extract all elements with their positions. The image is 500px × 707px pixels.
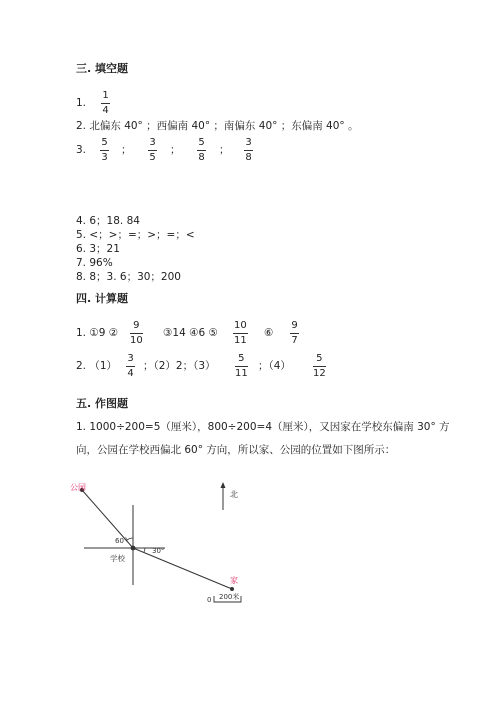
fraction-numerator: 9	[133, 320, 140, 331]
fraction-denominator: 8	[198, 152, 205, 163]
q3-3-sep-1: ；	[121, 144, 132, 156]
q3-3-fraction-4	[244, 138, 253, 163]
q3-7-text: 7. 96%	[76, 257, 113, 269]
fraction-numerator: 3	[127, 353, 134, 364]
fraction-denominator: 12	[313, 368, 326, 379]
fraction-numerator: 10	[234, 320, 247, 331]
q3-1-label: 1.	[76, 97, 87, 109]
fraction-numerator: 5	[198, 137, 205, 148]
q4-1-mid: ③14 ④6 ⑤	[163, 327, 218, 339]
q3-3-fraction-3	[197, 138, 206, 163]
fraction-denominator: 4	[102, 105, 109, 116]
q4-1-prefix: 1. ①9 ②	[76, 327, 119, 339]
home-label: 家	[230, 576, 238, 585]
fraction-denominator: 3	[101, 152, 108, 163]
q3-3-fraction-2	[148, 138, 157, 163]
section5-line-2: 向，公园在学校西偏北 60° 方向，所以家、公园的位置如下图所示：	[76, 444, 396, 456]
fraction-numerator: 3	[149, 137, 156, 148]
school-to-home-line	[133, 548, 232, 589]
home-point	[230, 587, 234, 591]
fraction-numerator: 1	[102, 90, 109, 101]
q4-2-fraction-1	[126, 354, 135, 379]
q4-1-circle6: ⑥	[264, 327, 274, 339]
fraction-denominator: 10	[130, 335, 143, 346]
school-label: 学校	[110, 554, 125, 563]
q3-5-text: 5. <；>；=；>；=；<	[76, 229, 195, 241]
north-arrow-icon	[221, 482, 226, 488]
q3-8-text: 8. 8；3. 6；30；200	[76, 271, 181, 283]
park-label: 公园	[70, 483, 86, 492]
fraction-denominator: 11	[234, 335, 247, 346]
north-label: 北	[230, 490, 238, 499]
q4-1-fraction-2	[233, 321, 248, 346]
q4-2-fraction-3	[313, 354, 326, 379]
scale-zero-label: 0	[207, 596, 212, 604]
angle-30-arc	[144, 548, 145, 552]
section5-line-1: 1. 1000÷200=5（厘米），800÷200=4（厘米），又因家在学校东偏南 30° 方	[76, 421, 450, 433]
direction-diagram	[70, 475, 270, 615]
section4-heading: 四. 计算题	[76, 292, 129, 305]
q4-1-fraction-3	[290, 321, 299, 346]
fraction-denominator: 4	[127, 368, 134, 379]
q3-2-text: 2. 北偏东 40° ；西偏南 40° ；南偏东 40° ；东偏南 40° 。	[76, 120, 359, 132]
fraction-denominator: 7	[291, 335, 298, 346]
fraction-numerator: 3	[245, 137, 252, 148]
section5-heading: 五. 作图题	[76, 397, 129, 410]
school-point	[131, 546, 136, 551]
fraction-denominator: 8	[245, 152, 252, 163]
q4-1-fraction-1	[130, 321, 143, 346]
q4-2-part3: ；（4）	[258, 360, 291, 372]
fraction-denominator: 5	[149, 152, 156, 163]
angle-30-label: 30°	[152, 547, 165, 555]
angle-60-label: 60°	[115, 537, 128, 545]
q4-2-part2: ；（2）2；（3）	[143, 360, 216, 372]
q3-3-sep-2: ；	[170, 144, 181, 156]
fraction-numerator: 9	[291, 320, 298, 331]
scale-label: 200米	[219, 593, 240, 601]
q3-3-fraction-1	[100, 138, 109, 163]
section3-heading: 三. 填空题	[76, 62, 129, 75]
q3-3-label: 3.	[76, 144, 87, 156]
q3-6-text: 6. 3；21	[76, 243, 120, 255]
q3-3-sep-3: ；	[219, 144, 230, 156]
fraction-numerator: 5	[316, 353, 323, 364]
fraction-numerator: 5	[101, 137, 108, 148]
q4-2-part1: 2. （1）	[76, 360, 118, 372]
q4-2-fraction-2	[235, 354, 248, 379]
fraction-numerator: 5	[238, 353, 245, 364]
fraction-denominator: 11	[235, 368, 248, 379]
q3-4-text: 4. 6；18. 84	[76, 215, 140, 227]
q3-1-fraction	[101, 91, 110, 116]
